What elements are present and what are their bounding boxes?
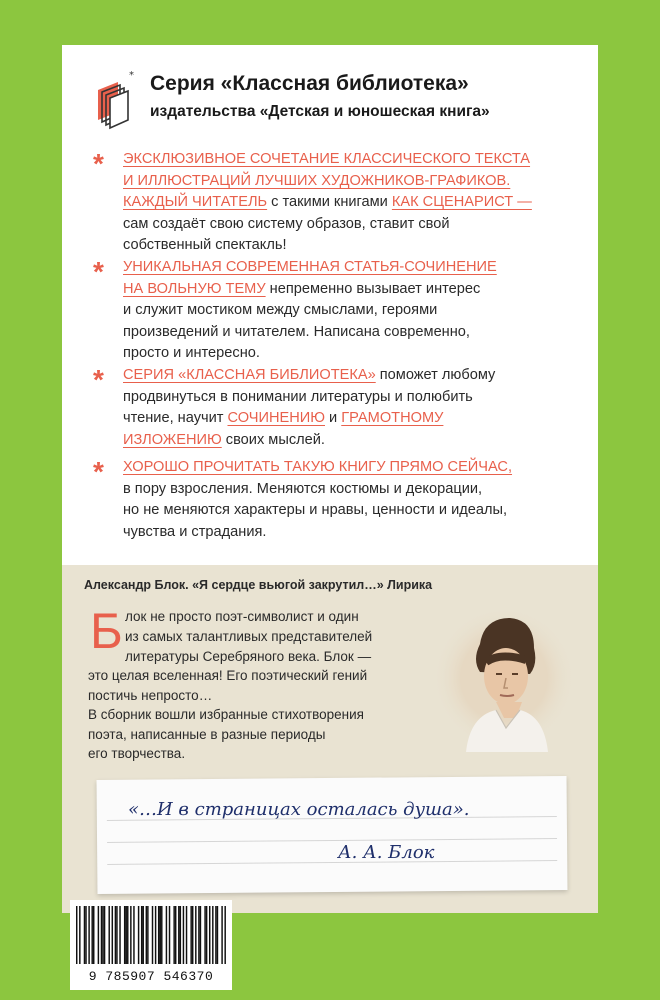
feature-item xyxy=(123,257,575,365)
barcode-bar xyxy=(217,906,218,964)
feature-line xyxy=(123,149,575,171)
barcode-bar xyxy=(108,906,109,964)
barcode-bar xyxy=(142,906,143,964)
barcode-bar xyxy=(141,906,142,964)
body-text: с такими книгами xyxy=(267,194,392,210)
highlight-text: НА ВОЛЬНУЮ ТЕМУ xyxy=(123,280,266,297)
barcode-bar xyxy=(206,906,207,964)
barcode-bar xyxy=(212,906,213,964)
body-text: в пору взросления. Меняются костюмы и декорации, xyxy=(123,480,483,497)
body-text: своих мыслей. xyxy=(221,431,325,448)
barcode-bar xyxy=(198,906,199,964)
highlight-text: СОЧИНЕНИЮ xyxy=(227,410,325,426)
barcode-bar xyxy=(204,906,205,964)
author-portrait xyxy=(430,604,578,752)
barcode-bar xyxy=(183,906,184,964)
bio-line: литературы Серебряного века. Блок — xyxy=(125,649,372,664)
barcode-bar xyxy=(178,906,179,964)
highlight-text: СЕРИЯ «КЛАССНАЯ БИБЛИОТЕКА» xyxy=(123,367,376,383)
barcode-bar xyxy=(215,906,216,964)
highlight-text: КАК СЦЕНАРИСТ — xyxy=(391,194,532,210)
barcode-bar xyxy=(85,906,86,964)
barcode-bar xyxy=(91,906,92,964)
barcode-bar xyxy=(166,906,167,964)
feature-line xyxy=(123,235,575,257)
feature-line xyxy=(123,479,575,501)
barcode-bar xyxy=(102,906,103,964)
highlight-text: КАЖДЫЙ ЧИТАТЕЛЬ xyxy=(123,194,268,210)
barcode-bar xyxy=(84,906,85,964)
barcode xyxy=(70,900,232,970)
feature-line xyxy=(123,522,575,544)
asterisk-icon: * xyxy=(93,256,104,287)
feature-line xyxy=(123,365,575,387)
barcode-bar xyxy=(130,906,131,964)
quote-note-card xyxy=(97,776,568,894)
barcode-bar xyxy=(112,906,113,964)
barcode-bar xyxy=(200,906,201,964)
barcode-bar xyxy=(186,906,187,964)
feature-line xyxy=(123,322,575,344)
barcode-bar xyxy=(98,906,99,964)
feature-line xyxy=(123,457,575,479)
highlight-text: УНИКАЛЬНАЯ СОВРЕМЕННАЯ СТАТЬЯ-СОЧИНЕНИЕ xyxy=(123,259,497,275)
body-text: и xyxy=(325,410,342,426)
barcode-bar xyxy=(160,906,161,964)
body-text: собственный спектакль! xyxy=(123,237,287,253)
body-text: поможет любому xyxy=(375,367,496,383)
asterisk-icon: * xyxy=(93,364,104,395)
publisher-name: издательства «Детская и юношеская книга» xyxy=(150,103,490,120)
barcode-bar xyxy=(104,906,105,964)
barcode-bar xyxy=(161,906,162,964)
feature-line xyxy=(123,279,575,301)
feature-line xyxy=(123,300,575,322)
feature-item xyxy=(123,365,575,451)
barcode-bar xyxy=(192,906,193,964)
feature-line xyxy=(123,500,575,522)
barcode-bar xyxy=(127,906,128,964)
barcode-bar xyxy=(224,906,225,964)
body-text: просто и интересно. xyxy=(123,345,260,361)
barcode-bar xyxy=(195,906,196,964)
feature-line xyxy=(123,387,575,409)
book-stack-logo-icon xyxy=(92,70,136,134)
barcode-bar xyxy=(116,906,117,964)
feature-line xyxy=(123,343,575,365)
barcode-bar xyxy=(173,906,174,964)
asterisk-icon: * xyxy=(93,456,104,487)
quote-text: «…И в страницах осталась душа». xyxy=(128,799,470,820)
barcode-bar xyxy=(221,906,222,964)
barcode-bar xyxy=(158,906,159,964)
barcode-bar xyxy=(119,906,120,964)
feature-line xyxy=(123,171,575,193)
barcode-bar xyxy=(138,906,139,964)
highlight-text: ГРАМОТНОМУ xyxy=(341,410,444,426)
highlight-text: ИЗЛОЖЕНИЮ xyxy=(123,431,222,448)
barcode-bar xyxy=(88,906,89,964)
bio-line: это целая вселенная! Его поэтический гений xyxy=(88,668,368,683)
barcode-bar xyxy=(93,906,94,964)
barcode-bar xyxy=(209,906,210,964)
feature-line xyxy=(123,408,575,430)
bio-line: лок не просто поэт-символист и один xyxy=(125,609,359,624)
barcode-bar xyxy=(152,906,153,964)
bio-line: его творчества. xyxy=(88,746,186,761)
barcode-bar xyxy=(146,906,147,964)
series-title: Серия «Классная библиотека» xyxy=(150,72,469,95)
highlight-text: ЭКСКЛЮЗИВНОЕ СОЧЕТАНИЕ КЛАССИЧЕСКОГО ТЕКСТА xyxy=(123,151,531,167)
highlight-text: И ИЛЛЮСТРАЦИЙ ЛУЧШИХ ХУДОЖНИКОВ-ГРАФИКОВ. xyxy=(123,172,511,189)
barcode-bar xyxy=(190,906,191,964)
feature-line xyxy=(123,192,575,214)
barcode-bar xyxy=(147,906,148,964)
barcode-bar xyxy=(155,906,156,964)
book-title: Александр Блок. «Я сердце вьюгой закрутил…» Лирика xyxy=(84,578,433,592)
body-text: продвинуться в понимании литературы и полюбить xyxy=(123,388,473,405)
svg-text:*: * xyxy=(129,70,134,81)
body-text: и служит мостиком между смыслами, героями xyxy=(123,302,438,318)
barcode-bar xyxy=(133,906,134,964)
asterisk-icon: * xyxy=(93,148,104,179)
barcode-bar xyxy=(125,906,126,964)
body-text: чтение, научит xyxy=(123,410,228,426)
barcode-bar xyxy=(175,906,176,964)
barcode-bar xyxy=(124,906,125,964)
quote-author: А. А. Блок xyxy=(338,842,435,863)
feature-item xyxy=(123,457,575,543)
feature-line xyxy=(123,430,575,452)
feature-line xyxy=(123,214,575,236)
barcode-bar xyxy=(180,906,181,964)
barcode-bar xyxy=(115,906,116,964)
feature-item xyxy=(123,149,575,257)
body-text: произведений и читателем. Написана современно, xyxy=(123,323,470,340)
drop-cap: Б xyxy=(90,603,123,659)
bio-line: из самых талантливых представителей xyxy=(125,629,373,644)
body-text: чувства и страдания. xyxy=(123,523,267,540)
bio-line: постичь непросто… xyxy=(88,688,213,703)
barcode-bar xyxy=(76,906,77,964)
bio-line: поэта, написанные в разные периоды xyxy=(88,727,326,742)
barcode-bar xyxy=(101,906,102,964)
body-text: непременно вызывает интерес xyxy=(265,280,481,297)
bio-line: В сборник вошли избранные стихотворения xyxy=(88,707,364,722)
barcode-bar xyxy=(169,906,170,964)
highlight-text: ХОРОШО ПРОЧИТАТЬ ТАКУЮ КНИГУ ПРЯМО СЕЙЧАС, xyxy=(123,459,513,475)
body-text: но не меняются характеры и нравы, ценности и идеалы, xyxy=(123,502,508,518)
barcode-bar xyxy=(79,906,80,964)
feature-line xyxy=(123,257,575,279)
body-text: сам создаёт свою систему образов, ставит свой xyxy=(123,215,450,232)
isbn-number: 9 785907 546370 xyxy=(88,969,214,984)
